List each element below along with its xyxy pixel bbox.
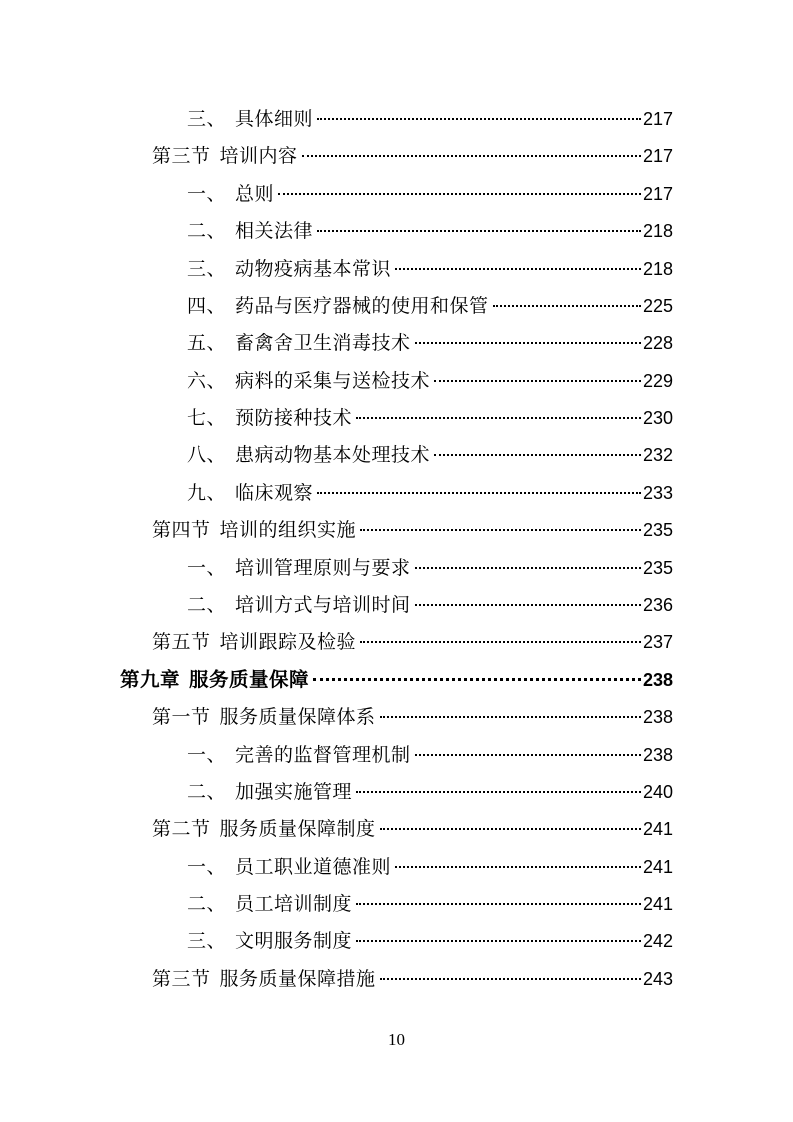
toc-entry-prefix: 三、 bbox=[187, 930, 227, 952]
toc-entry-title: 员工培训制度 bbox=[235, 893, 353, 915]
toc-entry-label bbox=[187, 256, 391, 282]
toc-entry-page: 236 bbox=[642, 595, 673, 615]
toc-entry-title: 培训方式与培训时间 bbox=[235, 594, 411, 616]
toc-entry-label bbox=[187, 442, 430, 468]
dot-leader bbox=[395, 268, 641, 270]
toc-entry-label bbox=[187, 779, 352, 805]
dot-leader bbox=[380, 978, 641, 980]
toc-entry[interactable] bbox=[187, 742, 673, 768]
dot-leader bbox=[356, 903, 641, 905]
toc-entry[interactable] bbox=[187, 891, 673, 917]
dot-leader bbox=[360, 529, 641, 531]
toc-entry[interactable] bbox=[152, 143, 673, 169]
toc-entry-label bbox=[187, 854, 391, 880]
dot-leader bbox=[380, 716, 641, 718]
toc-entry[interactable] bbox=[187, 854, 673, 880]
toc-entry-prefix: 第三节 bbox=[152, 145, 211, 167]
toc-entry-label bbox=[187, 368, 430, 394]
toc-entry-page: 229 bbox=[642, 371, 673, 391]
toc-entry-prefix: 第二节 bbox=[152, 818, 211, 840]
toc-entry[interactable] bbox=[152, 629, 673, 655]
toc-entry-page: 230 bbox=[642, 408, 673, 428]
toc-entry-label bbox=[187, 106, 313, 132]
toc-entry-label bbox=[187, 293, 489, 319]
toc-entry-title: 培训管理原则与要求 bbox=[235, 557, 411, 579]
dot-leader bbox=[434, 380, 641, 382]
toc-entry-page: 228 bbox=[642, 333, 673, 353]
toc-entry-title: 具体细则 bbox=[235, 108, 314, 130]
toc-entry-page: 241 bbox=[642, 857, 673, 877]
toc-entry-page: 241 bbox=[642, 819, 673, 839]
toc-entry[interactable] bbox=[187, 106, 673, 132]
toc-entry-prefix: 第一节 bbox=[152, 706, 211, 728]
toc-entry[interactable] bbox=[187, 442, 673, 468]
toc-entry-prefix: 五、 bbox=[187, 332, 227, 354]
dot-leader bbox=[360, 641, 641, 643]
toc-entry[interactable] bbox=[187, 330, 673, 356]
toc-entry-label bbox=[152, 966, 376, 992]
toc-entry-prefix: 第三节 bbox=[152, 968, 211, 990]
toc-entry-title: 服务质量保障措施 bbox=[219, 968, 376, 990]
toc-entry-title: 病料的采集与送检技术 bbox=[235, 370, 431, 392]
toc-entry-prefix: 二、 bbox=[187, 220, 227, 242]
toc-entry[interactable] bbox=[187, 480, 673, 506]
toc-entry[interactable] bbox=[187, 928, 673, 954]
toc-entry-prefix: 一、 bbox=[187, 183, 227, 205]
toc-entry-prefix: 二、 bbox=[187, 781, 227, 803]
toc-entry-title: 文明服务制度 bbox=[235, 930, 353, 952]
toc-entry-title: 相关法律 bbox=[235, 220, 314, 242]
toc-entry-title: 患病动物基本处理技术 bbox=[235, 444, 431, 466]
toc-entry-page: 241 bbox=[642, 894, 673, 914]
toc-entry-page: 233 bbox=[642, 483, 673, 503]
toc-entry-title: 完善的监督管理机制 bbox=[235, 744, 411, 766]
toc-entry-page: 217 bbox=[642, 146, 673, 166]
toc-entry-label bbox=[187, 555, 411, 581]
dot-leader bbox=[356, 940, 641, 942]
dot-leader bbox=[415, 342, 641, 344]
toc-entry-page: 237 bbox=[642, 632, 673, 652]
toc-entry-prefix: 九、 bbox=[187, 482, 227, 504]
toc-entry-prefix: 二、 bbox=[187, 594, 227, 616]
toc-entry-label bbox=[187, 218, 313, 244]
toc-entry-title: 员工职业道德准则 bbox=[235, 856, 392, 878]
dot-leader bbox=[317, 492, 641, 494]
toc-entry[interactable] bbox=[120, 667, 673, 693]
toc-entry-prefix: 第四节 bbox=[152, 519, 211, 541]
toc-entry-title: 服务质量保障体系 bbox=[219, 706, 376, 728]
toc-entry-title: 动物疫病基本常识 bbox=[235, 258, 392, 280]
toc-entry-title: 加强实施管理 bbox=[235, 781, 353, 803]
toc-entry-label bbox=[187, 891, 352, 917]
toc-entry-page: 240 bbox=[642, 782, 673, 802]
toc-entry-label bbox=[152, 816, 376, 842]
toc-entry-label bbox=[187, 480, 313, 506]
toc-entry-prefix: 第九章 bbox=[120, 668, 181, 691]
toc-entry-prefix: 一、 bbox=[187, 557, 227, 579]
toc-entry-title: 培训的组织实施 bbox=[219, 519, 357, 541]
toc-entry-page: 225 bbox=[642, 296, 673, 316]
toc-entry[interactable] bbox=[187, 555, 673, 581]
dot-leader bbox=[395, 866, 641, 868]
dot-leader bbox=[356, 791, 641, 793]
toc-entry-title: 药品与医疗器械的使用和保管 bbox=[235, 295, 489, 317]
dot-leader bbox=[380, 828, 641, 830]
dot-leader bbox=[356, 417, 641, 419]
dot-leader bbox=[434, 454, 641, 456]
toc-entry-prefix: 三、 bbox=[187, 258, 227, 280]
toc-entry-prefix: 七、 bbox=[187, 407, 227, 429]
toc-entry-title: 服务质量保障 bbox=[189, 668, 310, 691]
toc-entry[interactable] bbox=[152, 517, 673, 543]
toc-entry-title: 服务质量保障制度 bbox=[219, 818, 376, 840]
toc-entry-page: 217 bbox=[642, 184, 673, 204]
toc-entry[interactable] bbox=[152, 816, 673, 842]
toc-entry-label bbox=[152, 143, 298, 169]
toc-entry-prefix: 四、 bbox=[187, 295, 227, 317]
toc-entry[interactable] bbox=[187, 779, 673, 805]
toc-entry-label bbox=[152, 704, 376, 730]
dot-leader bbox=[302, 155, 641, 157]
toc-entry-prefix: 一、 bbox=[187, 856, 227, 878]
toc-entry[interactable] bbox=[152, 704, 673, 730]
toc-entry-title: 培训内容 bbox=[219, 145, 298, 167]
toc-entry[interactable] bbox=[187, 181, 673, 207]
dot-leader bbox=[493, 305, 641, 307]
toc-entry-title: 预防接种技术 bbox=[235, 407, 353, 429]
toc-entry[interactable] bbox=[187, 293, 673, 319]
toc-entry-prefix: 六、 bbox=[187, 370, 227, 392]
toc-entry-page: 235 bbox=[642, 520, 673, 540]
toc-entry-prefix: 第五节 bbox=[152, 631, 211, 653]
toc-entry-label bbox=[152, 629, 356, 655]
toc-entry-label bbox=[187, 742, 411, 768]
toc-entry-page: 217 bbox=[642, 109, 673, 129]
toc-entry-page: 242 bbox=[642, 931, 673, 951]
dot-leader bbox=[278, 193, 641, 195]
toc-entry-page: 218 bbox=[642, 259, 673, 279]
dot-leader bbox=[415, 754, 641, 756]
dot-leader bbox=[317, 118, 641, 120]
toc-entry-page: 235 bbox=[642, 558, 673, 578]
dot-leader bbox=[415, 604, 641, 606]
page-number: 10 bbox=[388, 1030, 405, 1049]
toc-entry-title: 临床观察 bbox=[235, 482, 314, 504]
toc-entry-prefix: 一、 bbox=[187, 744, 227, 766]
toc-entry-page: 243 bbox=[642, 969, 673, 989]
toc-entry-page: 238 bbox=[642, 707, 673, 727]
dot-leader bbox=[415, 567, 641, 569]
toc-entry-title: 培训跟踪及检验 bbox=[219, 631, 357, 653]
dot-leader bbox=[313, 678, 641, 681]
toc-entry[interactable] bbox=[187, 218, 673, 244]
toc-entry-label bbox=[120, 667, 309, 693]
toc-entry[interactable] bbox=[187, 368, 673, 394]
toc-entry-title: 畜禽舍卫生消毒技术 bbox=[235, 332, 411, 354]
toc-entry[interactable] bbox=[152, 966, 673, 992]
toc-entry-prefix: 三、 bbox=[187, 108, 227, 130]
toc-entry-page: 238 bbox=[642, 670, 673, 690]
toc-entry-page: 218 bbox=[642, 221, 673, 241]
toc-entry-prefix: 二、 bbox=[187, 893, 227, 915]
toc-entry-page: 232 bbox=[642, 445, 673, 465]
toc-entry-label bbox=[187, 592, 411, 618]
toc-entry-label bbox=[187, 928, 352, 954]
toc-entry-prefix: 八、 bbox=[187, 444, 227, 466]
toc-entry-label bbox=[187, 181, 274, 207]
toc-entry-title: 总则 bbox=[235, 183, 275, 205]
toc-entry-label bbox=[152, 517, 356, 543]
toc-entry[interactable] bbox=[187, 256, 673, 282]
toc-entry-label bbox=[187, 330, 411, 356]
toc-entry-label bbox=[187, 405, 352, 431]
toc-entry-page: 238 bbox=[642, 745, 673, 765]
toc-entry[interactable] bbox=[187, 592, 673, 618]
dot-leader bbox=[317, 230, 641, 232]
toc-entry[interactable] bbox=[187, 405, 673, 431]
